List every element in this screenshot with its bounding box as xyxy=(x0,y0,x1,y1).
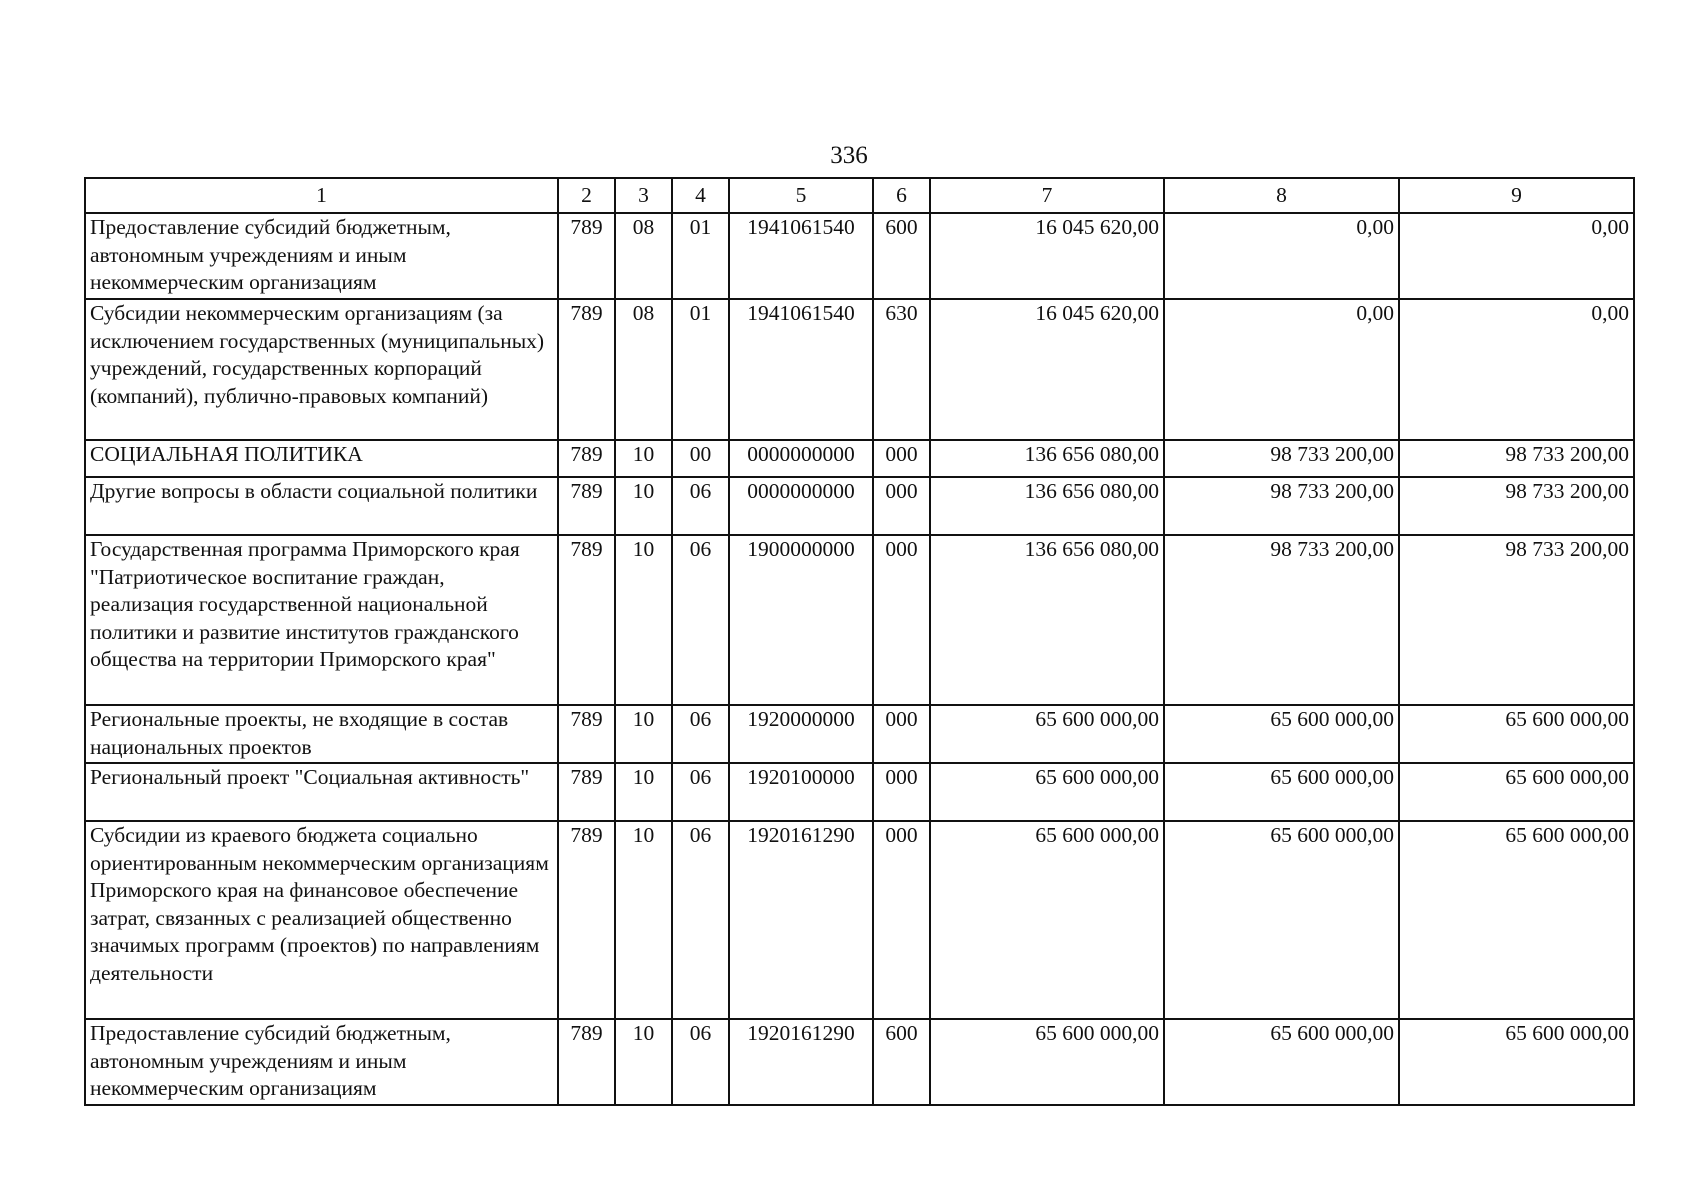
cell-col4: 01 xyxy=(672,299,729,440)
cell-col6: 000 xyxy=(873,821,930,1019)
column-header-8: 8 xyxy=(1164,178,1399,213)
cell-col2: 789 xyxy=(558,821,615,1019)
cell-col8: 98 733 200,00 xyxy=(1164,440,1399,477)
cell-col9: 65 600 000,00 xyxy=(1399,821,1634,1019)
cell-col5: 0000000000 xyxy=(729,477,873,535)
column-header-7: 7 xyxy=(930,178,1164,213)
cell-col6: 000 xyxy=(873,763,930,821)
row-name: Государственная программа Приморского края "Патриотическое воспитание граждан, реализация государственной национальной политики и развитие институтов гражданского общества на территории Приморского края" xyxy=(85,535,558,705)
table-row xyxy=(85,705,1634,763)
cell-col7: 136 656 080,00 xyxy=(930,535,1164,705)
cell-col8: 0,00 xyxy=(1164,299,1399,440)
cell-col4: 00 xyxy=(672,440,729,477)
cell-col6: 630 xyxy=(873,299,930,440)
row-name: Субсидии некоммерческим организациям (за исключением государственных (муниципальных) учреждений, государственных корпораций (компаний), публично-правовых компаний) xyxy=(85,299,558,440)
cell-col3: 10 xyxy=(615,821,672,1019)
cell-col5: 1920161290 xyxy=(729,1019,873,1105)
row-name: Субсидии из краевого бюджета социально ориентированным некоммерческим организациям Приморского края на финансовое обеспечение затрат, связанных с реализацией общественно значимых программ (проектов) по направлениям деятельности xyxy=(85,821,558,1019)
column-header-4: 4 xyxy=(672,178,729,213)
cell-col2: 789 xyxy=(558,763,615,821)
column-header-9: 9 xyxy=(1399,178,1634,213)
budget-table xyxy=(84,177,1635,1106)
cell-col5: 0000000000 xyxy=(729,440,873,477)
table-row xyxy=(85,213,1634,299)
page-number: 336 xyxy=(830,142,868,169)
row-name: Региональные проекты, не входящие в состав национальных проектов xyxy=(85,705,558,763)
cell-col9: 98 733 200,00 xyxy=(1399,535,1634,705)
cell-col9: 65 600 000,00 xyxy=(1399,705,1634,763)
cell-col9: 0,00 xyxy=(1399,213,1634,299)
cell-col8: 0,00 xyxy=(1164,213,1399,299)
cell-col3: 10 xyxy=(615,705,672,763)
table-row xyxy=(85,440,1634,477)
cell-col8: 98 733 200,00 xyxy=(1164,535,1399,705)
cell-col2: 789 xyxy=(558,705,615,763)
row-name: Региональный проект "Социальная активность" xyxy=(85,763,558,821)
cell-col9: 65 600 000,00 xyxy=(1399,1019,1634,1105)
cell-col7: 16 045 620,00 xyxy=(930,299,1164,440)
row-name: Другие вопросы в области социальной политики xyxy=(85,477,558,535)
table-row xyxy=(85,477,1634,535)
table-row xyxy=(85,299,1634,440)
row-name: Предоставление субсидий бюджетным, автономным учреждениям и иным некоммерческим организациям xyxy=(85,213,558,299)
cell-col3: 10 xyxy=(615,440,672,477)
cell-col9: 0,00 xyxy=(1399,299,1634,440)
cell-col3: 08 xyxy=(615,299,672,440)
cell-col7: 65 600 000,00 xyxy=(930,763,1164,821)
cell-col8: 65 600 000,00 xyxy=(1164,821,1399,1019)
cell-col2: 789 xyxy=(558,440,615,477)
cell-col5: 1900000000 xyxy=(729,535,873,705)
cell-col7: 65 600 000,00 xyxy=(930,821,1164,1019)
row-name: СОЦИАЛЬНАЯ ПОЛИТИКА xyxy=(85,440,558,477)
cell-col5: 1920100000 xyxy=(729,763,873,821)
cell-col2: 789 xyxy=(558,213,615,299)
table-row xyxy=(85,535,1634,705)
row-name: Предоставление субсидий бюджетным, автономным учреждениям и иным некоммерческим организациям xyxy=(85,1019,558,1105)
cell-col4: 01 xyxy=(672,213,729,299)
cell-col4: 06 xyxy=(672,535,729,705)
cell-col8: 65 600 000,00 xyxy=(1164,1019,1399,1105)
cell-col6: 000 xyxy=(873,477,930,535)
cell-col3: 10 xyxy=(615,763,672,821)
table-row xyxy=(85,763,1634,821)
cell-col6: 600 xyxy=(873,213,930,299)
cell-col8: 65 600 000,00 xyxy=(1164,763,1399,821)
cell-col3: 10 xyxy=(615,1019,672,1105)
table-row xyxy=(85,1019,1634,1105)
header-row xyxy=(85,178,1634,213)
table-row xyxy=(85,821,1634,1019)
cell-col9: 98 733 200,00 xyxy=(1399,440,1634,477)
cell-col4: 06 xyxy=(672,763,729,821)
cell-col9: 65 600 000,00 xyxy=(1399,763,1634,821)
cell-col9: 98 733 200,00 xyxy=(1399,477,1634,535)
column-header-6: 6 xyxy=(873,178,930,213)
cell-col8: 98 733 200,00 xyxy=(1164,477,1399,535)
cell-col2: 789 xyxy=(558,1019,615,1105)
cell-col7: 65 600 000,00 xyxy=(930,705,1164,763)
cell-col6: 600 xyxy=(873,1019,930,1105)
cell-col5: 1920000000 xyxy=(729,705,873,763)
cell-col2: 789 xyxy=(558,477,615,535)
cell-col6: 000 xyxy=(873,535,930,705)
column-header-2: 2 xyxy=(558,178,615,213)
cell-col7: 65 600 000,00 xyxy=(930,1019,1164,1105)
cell-col7: 136 656 080,00 xyxy=(930,477,1164,535)
cell-col5: 1941061540 xyxy=(729,213,873,299)
cell-col3: 08 xyxy=(615,213,672,299)
column-header-3: 3 xyxy=(615,178,672,213)
cell-col6: 000 xyxy=(873,440,930,477)
cell-col3: 10 xyxy=(615,477,672,535)
cell-col6: 000 xyxy=(873,705,930,763)
cell-col4: 06 xyxy=(672,1019,729,1105)
cell-col7: 16 045 620,00 xyxy=(930,213,1164,299)
column-header-1: 1 xyxy=(85,178,558,213)
column-header-5: 5 xyxy=(729,178,873,213)
cell-col4: 06 xyxy=(672,705,729,763)
cell-col5: 1941061540 xyxy=(729,299,873,440)
cell-col4: 06 xyxy=(672,821,729,1019)
cell-col8: 65 600 000,00 xyxy=(1164,705,1399,763)
cell-col2: 789 xyxy=(558,299,615,440)
cell-col5: 1920161290 xyxy=(729,821,873,1019)
cell-col7: 136 656 080,00 xyxy=(930,440,1164,477)
cell-col3: 10 xyxy=(615,535,672,705)
cell-col4: 06 xyxy=(672,477,729,535)
cell-col2: 789 xyxy=(558,535,615,705)
